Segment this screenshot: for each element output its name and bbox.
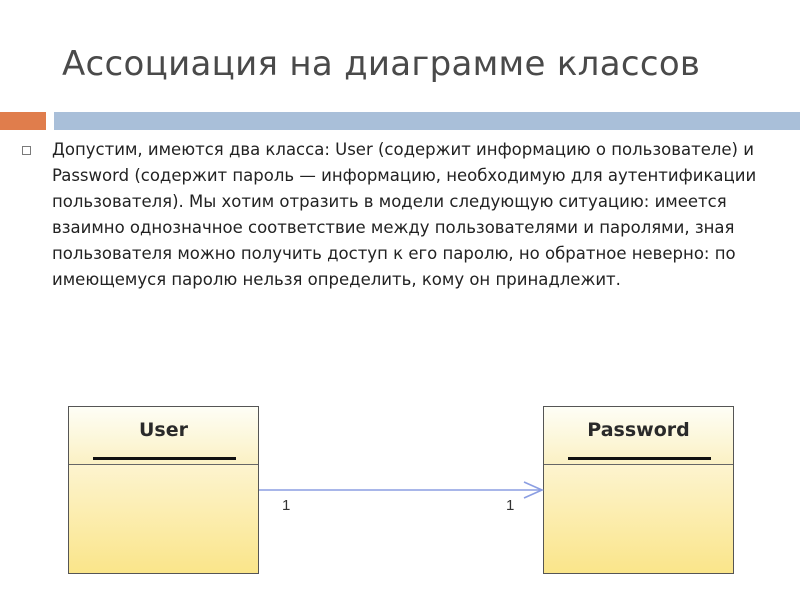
class-password-name-underline xyxy=(568,457,711,460)
accent-bar-blue xyxy=(54,112,800,130)
class-user-name: User xyxy=(139,419,188,441)
class-password-name: Password xyxy=(587,419,690,441)
accent-bar-orange xyxy=(0,112,46,130)
class-password-header xyxy=(544,407,733,465)
slide-paragraph: Допустим, имеются два класса: User (содержит информацию о пользователе) и Password (содержит пароль — информацию, необходимую для аутентификации пользователя). Мы хотим отразить в модели следующую ситуацию: имеется взаимно однозначное соответствие между пользователями и паролями, зная пользователя можно получить доступ к его паролю, но обратное неверно: по имеющемуся паролю нельзя определить, кому он принадлежит. xyxy=(52,140,757,289)
class-user-header xyxy=(69,407,258,465)
class-user xyxy=(68,406,259,574)
multiplicity-user-end: 1 xyxy=(282,497,291,514)
navigability-arrowhead-icon xyxy=(524,482,542,498)
class-password xyxy=(543,406,734,574)
class-user-name-underline xyxy=(93,457,236,460)
slide-title: Ассоциация на диаграмме классов xyxy=(62,44,701,84)
class-user-body xyxy=(69,465,258,573)
multiplicity-password-end: 1 xyxy=(506,497,515,514)
class-password-body xyxy=(544,465,733,573)
bullet-square-icon xyxy=(22,146,31,155)
